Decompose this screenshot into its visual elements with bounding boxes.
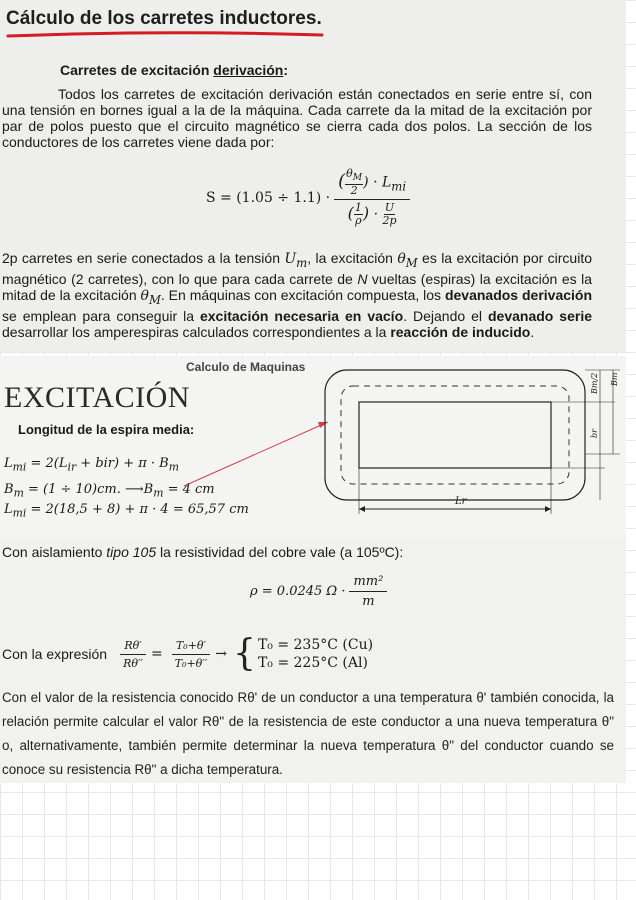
aisl-a: Con aislamiento [2, 544, 107, 560]
rho-den: m [362, 594, 375, 609]
t0-copper: T₀ = 235°C (Cu) [257, 637, 374, 653]
p2-bold-excitacion-vacio: excitación necesaria en vacío [199, 307, 404, 324]
ratio-resistances [119, 639, 147, 670]
excitacion-heading: EXCITACIÓN [4, 381, 190, 414]
formula-section-S [206, 168, 410, 227]
p2-f: se emplean para conseguir la [2, 307, 200, 324]
numerator-tail: ) · L [363, 174, 392, 191]
p2-e: . En máquinas con excitación compuesta, los [160, 286, 445, 303]
arrow-symbol: → [215, 646, 228, 662]
section-title [60, 62, 288, 78]
p2-thetaM-sub: M [405, 255, 418, 270]
p2-i: . [530, 323, 535, 340]
eq1-rhs2-sub: m [168, 460, 180, 474]
p2-c: es la excitación por circuito magnético (2 carretes), con lo que para cada carrete de [2, 250, 592, 287]
bm-label: Bm [610, 372, 619, 386]
p2-bold-devanados-derivacion: devanados derivación [444, 286, 593, 303]
eq1-rhs: = 2(L [26, 456, 68, 471]
paragraph-resistance-relation: Con el valor de la resistencia conocido Rθ' de un conductor a una temperatura θ' también conocida, la relación permite calcular el valor Rθ" de la resistencia de este conductor a una nueva temperatura θ" o, alternativamente, también permite determinar la nueva temperatura θ" del conductor cuando se conoce su resistencia Rθ" a dicha temperatura. [2, 690, 614, 777]
ratio-r-den: Rθ′′ [123, 656, 143, 670]
section-title-suffix: : [283, 62, 288, 78]
den-one: 1 [354, 201, 362, 215]
section-title-underlined: derivación [213, 62, 284, 78]
p2-Um-sub: m [296, 255, 308, 270]
bm2-label: Bm/2 [590, 372, 599, 394]
formula-s-lhs: S = (1.05 ÷ 1.1) · [206, 189, 331, 206]
equation-lmi-numeric [4, 502, 249, 520]
expresion-formula: Con la expresión $\frac{R\theta'}{R\theta''}$ = $\frac{\text{T₀+θ′}}{\text{T₀+θ′′}}$ → { T₀ = 235°C (Cu) T₀ = 225°C (Al) [2, 633, 374, 674]
theta-symbol: θ [346, 167, 353, 180]
calc-header: Calculo de Maquinas [186, 360, 306, 374]
eq1-lhs: L [4, 456, 13, 471]
rho-formula [250, 574, 387, 609]
red-arrow-lines [180, 418, 330, 498]
numerator-divisor: 2 [350, 184, 358, 198]
p2-Um: U [284, 251, 297, 267]
paragraph-intro: Todos los carretes de excitación derivación están conectados en serie entre sí, con una tensión en bornes igual a la de la máquina. Cada carrete da la mitad de la excitación por par de polos puesto que el circuito magnético se cierra cada dos polos. La sección de los conductores de los carretes viene dada por: [2, 86, 592, 150]
rho-lhs: ρ = 0.0245 Ω · [250, 584, 346, 599]
t0-aluminium: T₀ = 225°C (Al) [257, 655, 368, 671]
aislamiento-text [2, 544, 403, 560]
p2-g: . Dejando el [403, 307, 488, 324]
p2-bold-reaccion-inducido: reacción de inducido [390, 323, 531, 340]
den-U: U [384, 201, 395, 215]
eq3-rhs: = 2(18,5 + 8) + π · 4 = 65,57 cm [26, 502, 249, 517]
coil-diagram [315, 364, 625, 534]
p2-thetaM-2: θ [140, 287, 149, 304]
den-rho: ρ [355, 214, 362, 228]
theta-subscript: M [352, 172, 363, 184]
numerator-tail-sub: mi [391, 179, 407, 194]
p2-thetaM: θ [397, 251, 406, 267]
ratio-t-den: T₀+θ′′ [174, 656, 208, 670]
eq3-lhs-sub: mi [12, 506, 27, 520]
left-brace: { [233, 633, 256, 674]
eq2-lhs: B [4, 482, 14, 497]
p2-b: , la excitación [307, 250, 398, 266]
expresion-label: Con la expresión [2, 646, 108, 662]
den-2p: 2p [382, 214, 397, 228]
equation-lmi-general [4, 456, 179, 474]
eq2-mid: = (1 ÷ 10)cm. ⟶B [23, 482, 154, 497]
page-title: Cálculo de los carretes inductores. [6, 8, 322, 29]
paragraph-explanation [2, 250, 592, 340]
p2-h: desarrollar los amperespiras calculados correspondientes a la [2, 323, 391, 340]
formula-s-denominator: ( $\frac{1}{\rho}$ ) · $\frac{U}{2p}$ [347, 201, 397, 228]
ratio-t-num: T₀+θ′ [172, 639, 210, 655]
eq2-mid-sub: m [153, 486, 164, 500]
eq1-rhs2: + bir) + π · B [76, 456, 169, 471]
coil-dashed-mean-turn [341, 386, 569, 484]
eq2-end: = 4 cm [163, 482, 215, 497]
section-title-prefix: Carretes de excitación [60, 62, 214, 78]
ratio-r-num: Rθ′ [120, 639, 145, 655]
p2-a: 2p carretes en serie conectados a la tensión [2, 250, 285, 266]
coil-inner-pole [359, 402, 551, 468]
ratio-temperatures [171, 639, 212, 670]
br-label: br [590, 429, 599, 438]
coil-outer-outline [325, 370, 585, 500]
lr-label: Lr [455, 496, 467, 507]
eq1-rhs-sub: ir [67, 460, 77, 474]
red-underline-stroke [4, 30, 334, 42]
eq1-lhs-sub: mi [12, 460, 27, 474]
longitud-label: Longitud de la espira media: [18, 422, 195, 437]
p2-bold-devanado-serie: devanado serie [487, 307, 593, 324]
rho-fraction [349, 574, 387, 609]
eq3-lhs: L [4, 502, 13, 517]
p2-thetaM-sub-2: M [148, 292, 161, 307]
rho-num: mm² [349, 574, 387, 592]
eq2-lhs-sub: m [13, 486, 24, 500]
t0-values [258, 636, 373, 672]
p2-N: N [357, 270, 368, 287]
aisl-italic: tipo 105 [106, 544, 157, 560]
aisl-b: la resistividad del cobre vale (a 105ºC): [156, 544, 404, 560]
formula-s-numerator: ( $\frac{\theta_M}{2}$ ) · $L_{mi}$ [334, 168, 410, 200]
top-text-panel [0, 0, 626, 352]
formula-s-fraction [334, 168, 410, 227]
p2-d: vueltas (espiras) la excitación es la mitad de la excitación [2, 270, 592, 303]
